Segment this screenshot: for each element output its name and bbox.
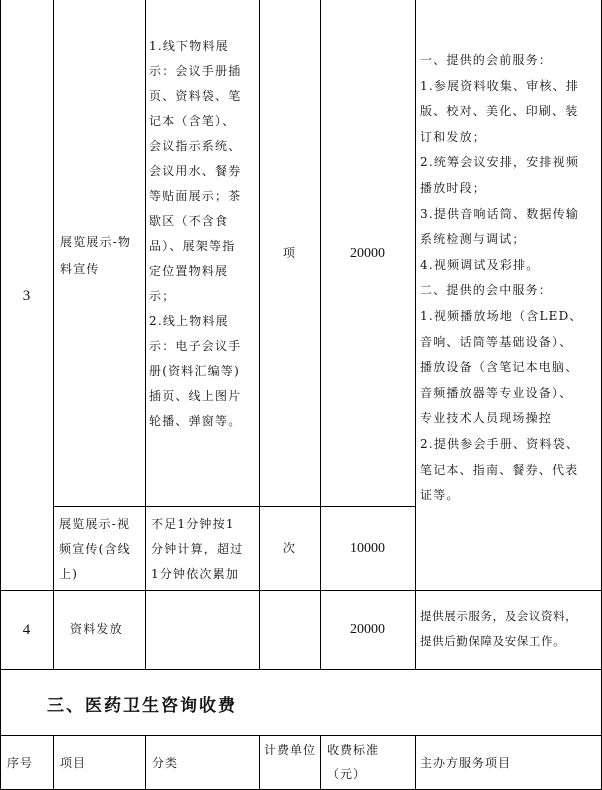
category-line: 页、资料袋、笔 <box>149 89 242 103</box>
service-line: 版、校对、美化、印刷、装 <box>420 104 579 119</box>
service-line: 3.提供音响话筒、数据传输 <box>420 206 580 221</box>
header-seq: 序号 <box>7 756 34 770</box>
service-line: 播放时段； <box>420 180 487 195</box>
row-divider <box>0 590 602 591</box>
row-number: 4 <box>22 622 31 638</box>
service-line: 专业技术人员现场操控 <box>420 411 553 426</box>
service-line: 提供后勤保障及安保工作。 <box>420 634 566 648</box>
row-divider <box>0 735 602 736</box>
category-line: 歇区（不含食 <box>149 214 229 228</box>
category-line: 册(资料汇编等) <box>149 364 240 378</box>
service-line: 2.统筹会议安排，安排视频 <box>420 155 580 170</box>
service-line: 系统检测与调试； <box>420 232 526 247</box>
header-services: 主办方服务项目 <box>420 756 512 770</box>
service-line: 1.视频播放场地（含LED、 <box>420 308 583 323</box>
section-title: 三、医药卫生咨询收费 <box>47 696 237 716</box>
header-unit: 计费单位 <box>264 743 317 757</box>
column-divider <box>415 0 416 669</box>
service-line: 证等。 <box>420 488 460 503</box>
organizer-services <box>420 604 600 654</box>
header-category: 分类 <box>152 756 179 770</box>
category-line: 定位置物料展 <box>149 264 229 278</box>
billing-unit: 次 <box>282 541 297 555</box>
category-line: 分钟计算，超过 <box>151 542 244 556</box>
category-line: 插页、线上图片 <box>149 389 242 403</box>
column-divider <box>53 0 54 669</box>
category-line: 会议用水、餐券 <box>149 164 242 178</box>
category-line: 2.线上物料展 <box>149 314 229 328</box>
category-line: 不足1分钟按1 <box>151 517 235 531</box>
item-name: 资料发放 <box>70 622 123 636</box>
header-fee: 收费标准（元） <box>327 743 380 781</box>
organizer-services <box>420 48 598 509</box>
service-line: 提供展示服务，及会议资料， <box>420 609 578 623</box>
fee-standard: 20000 <box>350 622 385 637</box>
item-name: 展览展示-视频宣传(含线上) <box>59 517 131 581</box>
service-line: 1.参展资料收集、审核、排 <box>420 78 580 93</box>
row-divider <box>0 669 602 670</box>
item-category <box>149 34 257 434</box>
category-line: 记本（含笔）、 <box>149 114 236 128</box>
service-line: 订和发放； <box>420 129 487 144</box>
billing-unit: 项 <box>282 246 297 260</box>
fee-standard: 10000 <box>350 541 385 556</box>
fee-standard: 20000 <box>350 246 385 261</box>
column-divider <box>320 735 321 790</box>
row-divider <box>53 506 415 507</box>
category-line: 示：会议手册插 <box>149 64 242 78</box>
category-line: 1分钟依次累加 <box>151 567 240 581</box>
column-divider <box>53 735 54 790</box>
category-line: 品）、展架等指 <box>149 239 236 253</box>
category-line: 1.线下物料展 <box>149 39 229 53</box>
column-divider <box>145 735 146 790</box>
service-line: 播放设备（含笔记本电脑、 <box>420 360 579 375</box>
service-line: 4.视频调试及彩排。 <box>420 257 540 272</box>
service-line: 2.提供参会手册、资料袋、 <box>420 436 580 451</box>
row-number: 3 <box>22 288 31 304</box>
header-item: 项目 <box>60 756 87 770</box>
item-category <box>151 512 257 587</box>
item-name: 展览展示-物料宣传 <box>60 235 132 276</box>
category-line: 示：电子会议手 <box>149 339 242 353</box>
column-divider <box>259 0 260 669</box>
service-line: 音响、话筒等基础设备）、 <box>420 334 573 349</box>
category-line: 示； <box>149 289 176 303</box>
service-line: 音频播放器等专业设备）、 <box>420 385 573 400</box>
category-line: 等贴面展示；茶 <box>149 189 242 203</box>
column-divider <box>145 0 146 669</box>
column-divider <box>320 0 321 669</box>
service-line: 二、提供的会中服务： <box>420 283 553 298</box>
service-line: 一、提供的会前服务： <box>420 53 553 67</box>
category-line: 会议指示系统、 <box>149 139 242 153</box>
column-divider <box>415 735 416 790</box>
category-line: 轮播、弹窗等。 <box>149 414 242 428</box>
column-divider <box>259 735 260 790</box>
table-border <box>0 0 1 790</box>
service-line: 笔记本、指南、餐券、代表 <box>420 462 579 477</box>
